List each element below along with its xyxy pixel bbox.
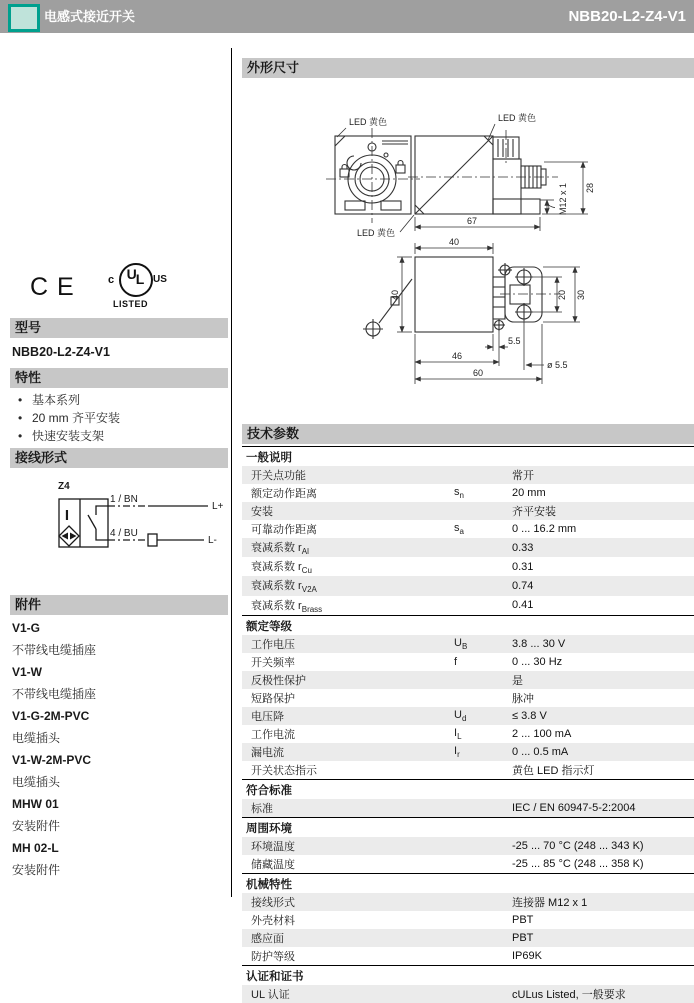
model-number: NBB20-L2-Z4-V1 [12,345,110,359]
tech-row-label: 防护等级 [251,950,295,963]
tech-row [242,911,694,929]
tech-row-value: 0.33 [512,541,534,554]
ul-circle-icon: UL [119,263,153,297]
tech-row [242,502,694,520]
tech-row [242,929,694,947]
tech-row-label: 漏电流 [251,746,284,759]
tech-row-value: 脉冲 [512,692,534,705]
tech-group-header: 额定等级 [242,615,694,635]
product-number-header: NBB20-L2-Z4-V1 [568,8,686,25]
tech-row-label: 工作电流 [251,728,295,741]
tech-row [242,557,694,576]
accessory-name: MHW 01 [12,797,59,811]
led-label-1: LED 黄色 [349,117,388,127]
tech-row [242,484,694,502]
accessory-name: V1-W [12,665,42,679]
accessory-description: 不带线电缆插座 [12,643,97,657]
technical-data-table [242,446,694,1003]
tech-row-symbol: $s_a$ [454,521,464,537]
tech-row-label: 储藏温度 [251,858,295,871]
terminal-plus-label: L+ [212,501,224,512]
ul-c-label: c [108,274,115,286]
feature-item: • 快速安装支架 [10,427,228,445]
dim-connector-height: 28 [585,182,595,194]
tech-row [242,671,694,689]
wiring-variant-label: Z4 [58,481,70,492]
tech-row [242,725,694,743]
tech-row [242,799,694,817]
tech-row-label: 反极性保护 [251,674,306,687]
tech-row [242,596,694,615]
section-connection: 接线形式 [10,448,228,468]
section-technical-data: 技术参数 [242,424,694,444]
tech-group-header: 周围环境 [242,817,694,837]
dimension-drawing [242,84,694,424]
right-column [242,33,694,1001]
tech-row-label: 安装 [251,506,273,518]
cULus-logo [102,261,172,317]
tech-row-value: 连接器 M12 x 1 [512,896,588,909]
tech-row-label: 开关点功能 [251,470,306,482]
tech-group-header: 认证和证书 [242,965,694,985]
tech-row [242,707,694,725]
dim-hole-center: 46 [451,351,463,361]
tech-group-header: 符合标准 [242,779,694,799]
tech-row-label: 标准 [251,802,273,815]
tech-row [242,893,694,911]
tech-row-value: ≤ 3.8 V [512,709,547,722]
tech-row [242,947,694,965]
wire-bottom-label: 4 / BU [110,528,138,539]
tech-row-value: 0.31 [512,560,534,573]
tech-row-value: PBT [512,931,534,944]
tech-row [242,538,694,557]
tech-row [242,466,694,484]
feature-item: • 基本系列 [10,391,228,409]
dim-height-left: 40 [390,289,400,301]
tech-row-value: 3.8 ... 30 V [512,637,566,650]
tech-row-value: cULus Listed, 一般要求 [512,988,626,1001]
tech-row-label: 接线形式 [251,896,295,909]
tech-row-label: 可靠动作距离 [251,524,317,536]
tech-row-value: 20 mm [512,487,546,499]
terminal-minus-label: L- [208,535,217,546]
ce-mark: CE [30,273,83,301]
dim-width-top: 40 [448,237,460,247]
tech-row-label: 衰减系数 $r_{Cu}$ [251,561,312,576]
tech-row-label: 工作电压 [251,638,295,651]
tech-row-symbol: $I_r$ [454,744,460,759]
features-list [10,391,228,445]
tech-row-symbol: $s_n$ [454,485,464,501]
tech-row [242,761,694,779]
left-column [10,33,228,897]
tech-row-label: 衰减系数 $r_{Al}$ [251,542,309,557]
tech-row-label: 开关状态指示 [251,764,317,777]
accessory-description: 安装附件 [12,819,61,833]
ul-listed-label: LISTED [113,299,149,309]
accessory-description: 不带线电缆插座 [12,687,97,701]
tech-row-symbol: $I_L$ [454,726,462,741]
section-accessories: 附件 [10,595,228,615]
tech-row-label: 短路保护 [251,692,295,705]
tech-group-header: 一般说明 [242,446,694,466]
tech-row-value: 2 ... 100 mA [512,727,572,740]
dim-hole-diameter: ø 5.5 [547,360,568,370]
tech-row-value: 齐平安装 [512,506,556,518]
dim-width-bottom: 60 [472,368,484,378]
dim-thread: M12 x 1 [558,182,568,216]
tech-row-symbol: f [454,655,458,668]
led-label-3: LED 黄色 [357,228,396,238]
tech-row-value: IEC / EN 60947-5-2:2004 [512,801,636,814]
tech-row-value: 0 ... 0.5 mA [512,745,569,758]
tech-row-value: 0 ... 30 Hz [512,655,563,668]
tech-row [242,520,694,538]
document-category: 电感式接近开关 [44,9,136,24]
led-label-2: LED 黄色 [498,113,537,123]
tech-row [242,653,694,671]
tech-row [242,743,694,761]
section-model: 型号 [10,318,228,338]
wire-top-label: 1 / BN [110,494,138,505]
wiring-diagram [10,475,228,575]
accessory-name: V1-W-2M-PVC [12,753,92,767]
accessory-description: 安装附件 [12,863,61,877]
ul-us-label: US [153,274,167,285]
tech-row-value: 0.41 [512,599,534,612]
sensor-symbol-label: I [64,507,70,524]
tech-row-label: 电压降 [251,710,284,723]
dim-offset: 7 [547,204,557,210]
tech-row-label: UL 认证 [251,988,290,1001]
accessory-name: V1-G-2M-PVC [12,709,90,723]
tech-row-label: 衰减系数 $r_{V2A}$ [251,580,317,595]
feature-item: • 20 mm 齐平安装 [10,409,228,427]
tech-row-value: 0.74 [512,579,534,592]
dim-width-total: 67 [466,216,478,226]
accessories-list [12,617,228,881]
tech-row [242,635,694,653]
accessory-name: V1-G [12,621,41,635]
tech-row-value: 0 ... 16.2 mm [512,523,577,535]
tech-row [242,855,694,873]
certification-logos [10,261,228,321]
tech-row-label: 衰减系数 $r_{Brass}$ [251,599,323,614]
tech-row-value: -25 ... 70 °C (248 ... 343 K) [512,839,644,852]
dim-hole-spacing: 20 [557,289,567,301]
tech-row-label: 环境温度 [251,840,295,853]
accessory-description: 电缆插头 [12,775,61,789]
dim-hole-offset: 5.5 [508,336,521,346]
tech-row-symbol: $U_B$ [454,636,468,651]
section-dimensions: 外形尺寸 [242,58,694,78]
tech-row [242,837,694,855]
accessory-name: MH 02-L [12,841,59,855]
tech-row [242,985,694,1003]
section-features: 特性 [10,368,228,388]
tech-row-value: 常开 [512,470,534,482]
tech-row-value: 是 [512,674,523,687]
column-divider [231,48,232,897]
tech-row [242,576,694,595]
tech-row-value: -25 ... 85 °C (248 ... 358 K) [512,857,644,870]
tech-row-symbol: $U_d$ [454,708,467,723]
tech-row-label: 开关频率 [251,656,295,669]
tech-group-header: 机械特性 [242,873,694,893]
tech-row-label: 额定动作距离 [251,488,317,500]
title-bar [0,0,694,33]
tech-row-value: PBT [512,913,534,926]
tech-row [242,689,694,707]
tech-row-label: 外壳材料 [251,914,295,927]
accessory-description: 电缆插头 [12,731,61,745]
tech-row-label: 感应面 [251,932,284,945]
brand-square-icon [8,4,40,32]
tech-row-value: 黄色 LED 指示灯 [512,764,595,777]
dim-bracket-height: 30 [576,289,586,301]
tech-row-value: IP69K [512,949,542,962]
